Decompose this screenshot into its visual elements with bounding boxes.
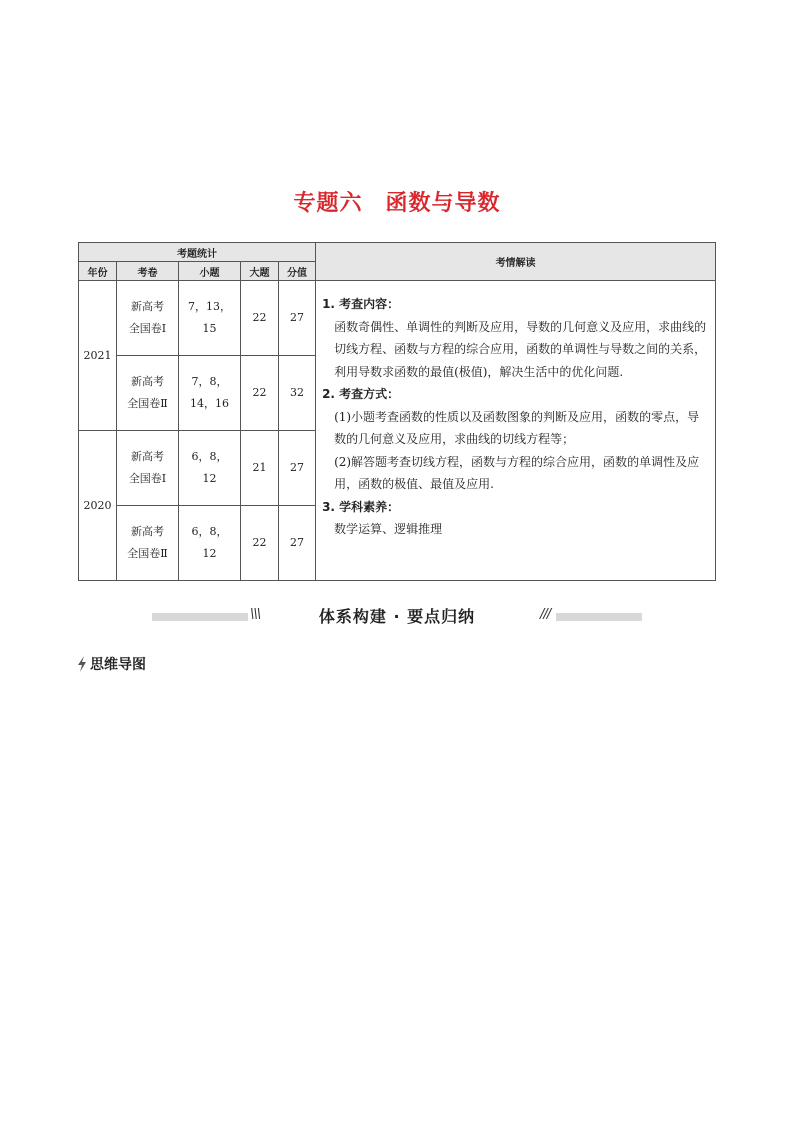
year-cell: 2021 (79, 281, 117, 431)
paper-cell: 新高考 全国卷Ⅰ (117, 281, 179, 356)
score-cell: 27 (279, 431, 316, 506)
analysis-text-content: 函数奇偶性、单调性的判断及应用，导数的几何意义及应用，求曲线的切线方程、函数与方程的综合应用，函数的单调性与导数之间的关系，利用导数求函数的最值(极值)，解决生活中的优化问题. (334, 319, 707, 379)
banner-bar-right (556, 613, 642, 621)
col-small-questions: 小题 (179, 262, 241, 281)
exam-stats-table (78, 242, 716, 581)
small-questions-cell: 7，13， 15 (179, 281, 241, 356)
analysis-text-literacy: 数学运算、逻辑推理 (334, 522, 443, 536)
analysis-heading-content: 1. 考查内容： (322, 297, 400, 311)
analysis-heading-method: 2. 考查方式： (322, 387, 400, 401)
year-cell: 2020 (79, 431, 117, 581)
banner-deco-left: \\\ (250, 607, 261, 622)
analysis-cell (316, 281, 716, 581)
section-banner (152, 605, 642, 629)
big-question-cell: 22 (241, 356, 279, 431)
col-year: 年份 (79, 262, 117, 281)
big-question-cell: 22 (241, 506, 279, 581)
paper-cell: 新高考 全国卷Ⅱ (117, 356, 179, 431)
mindmap-label: 思维导图 (90, 657, 146, 673)
analysis-text-method-2: (2)解答题考查切线方程，函数与方程的综合应用，函数的单调性及应用，函数的极值、最值及应用. (334, 454, 700, 491)
col-paper: 考卷 (117, 262, 179, 281)
paper-cell: 新高考 全国卷Ⅱ (117, 506, 179, 581)
header-exam-stats: 考题统计 (79, 243, 316, 262)
big-question-cell: 21 (241, 431, 279, 506)
score-cell: 27 (279, 506, 316, 581)
section-title: 体系构建 · 要点归纳 (318, 607, 476, 626)
big-question-cell: 22 (241, 281, 279, 356)
small-questions-cell: 6，8， 12 (179, 431, 241, 506)
banner-deco-right: /// (540, 607, 551, 622)
page-title: 专题六 函数与导数 (293, 191, 501, 216)
col-score: 分值 (279, 262, 316, 281)
small-questions-cell: 7，8， 14，16 (179, 356, 241, 431)
score-cell: 32 (279, 356, 316, 431)
table-row (79, 281, 716, 356)
mindmap-heading (76, 654, 146, 674)
small-questions-cell: 6，8， 12 (179, 506, 241, 581)
col-big-questions: 大题 (241, 262, 279, 281)
lightning-bolt-icon (76, 656, 88, 672)
score-cell: 27 (279, 281, 316, 356)
header-exam-analysis: 考情解读 (316, 243, 716, 281)
analysis-text-method-1: (1)小题考查函数的性质以及函数图象的判断及应用，函数的零点，导数的几何意义及应用，求曲线的切线方程等； (334, 409, 700, 446)
analysis-heading-literacy: 3. 学科素养： (322, 499, 400, 514)
paper-cell: 新高考 全国卷Ⅰ (117, 431, 179, 506)
